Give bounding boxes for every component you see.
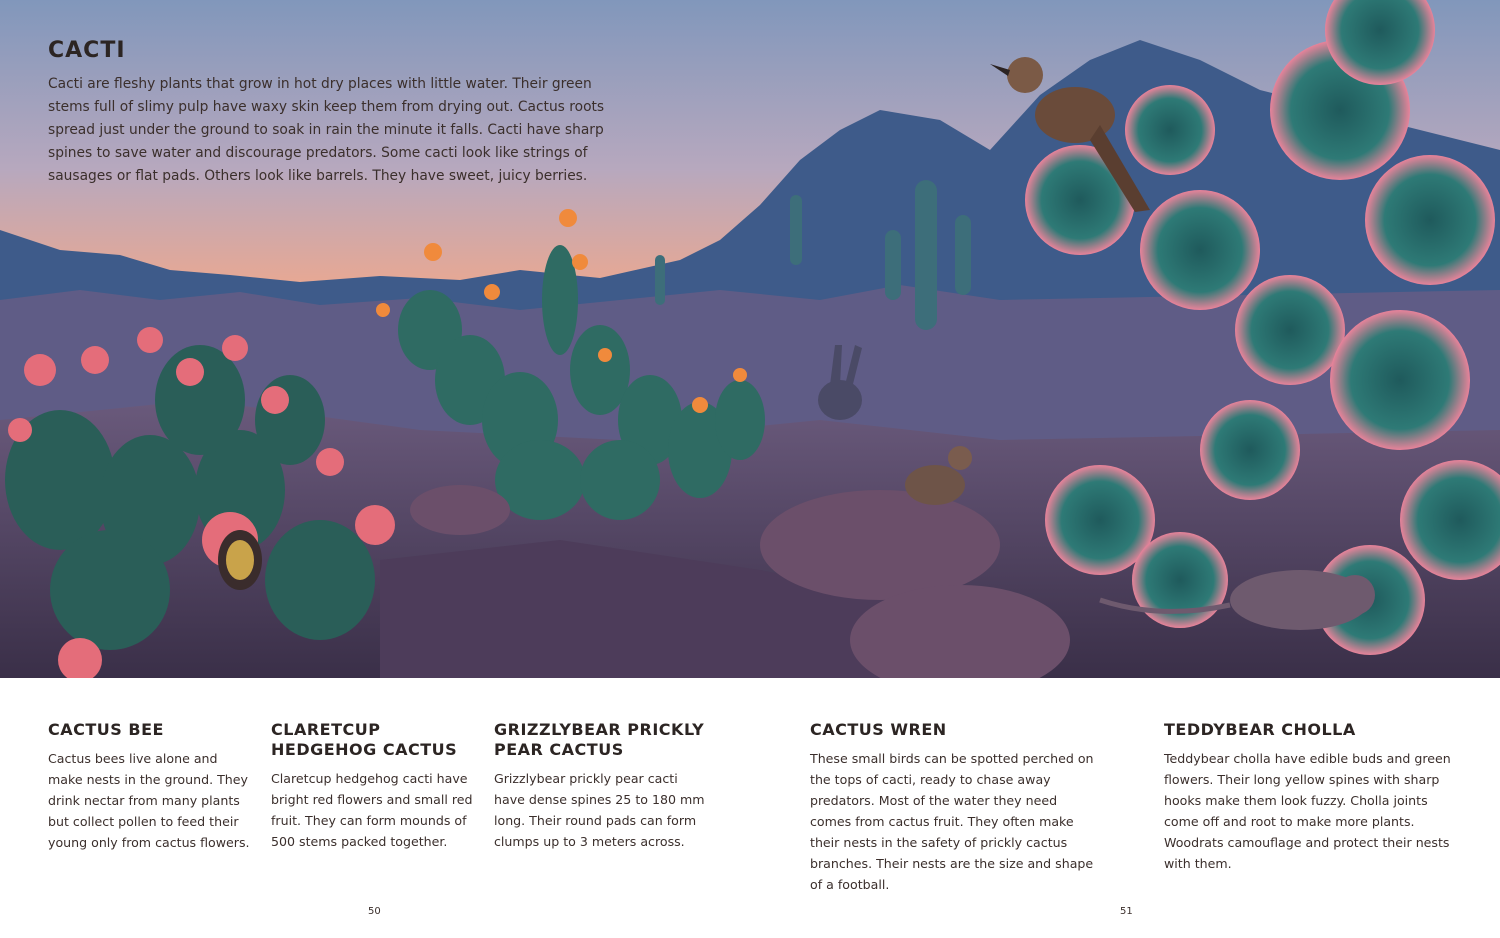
caption-text: These small birds can be spotted perched on the tops of cacti, ready to chase away predators. Most of the water they need comes from cactus fruit. They often make their nests in the safety of prickly cactus branches. Their nests are the size and shape of a football. — [810, 751, 1094, 892]
caption-row — [0, 700, 1500, 938]
caption-claretcup-hedgehog-cactus — [271, 720, 476, 852]
caption-title: TEDDYBEAR CHOLLA — [1164, 720, 1356, 739]
caption-text: Grizzlybear prickly pear cacti have dense spines 25 to 180 mm long. Their round pads can form clumps up to 3 meters across. — [494, 771, 705, 849]
section-title: CACTI — [48, 38, 126, 63]
caption-title: CACTUS BEE — [48, 720, 164, 739]
caption-title: CACTUS WREN — [810, 720, 947, 739]
caption-text: Cactus bees live alone and make nests in the ground. They drink nectar from many plants but collect pollen to feed their young only from cactus flowers. — [48, 751, 250, 850]
caption-title: CLARETCUP HEDGEHOG CACTUS — [271, 720, 458, 759]
caption-title: GRIZZLYBEAR PRICKLY PEAR CACTUS — [494, 720, 705, 759]
caption-cactus-bee — [48, 720, 253, 853]
caption-teddybear-cholla — [1164, 720, 1454, 874]
caption-text: Claretcup hedgehog cacti have bright red flowers and small red fruit. They can form mounds of 500 stems packed together. — [271, 771, 473, 849]
intro-paragraph: Cacti are fleshy plants that grow in hot dry places with little water. Their green stems full of slimy pulp have waxy skin keep them from drying out. Cactus roots spread just under the ground to soak in rain the minute it falls. Cacti have sharp spines to save water and discourage predators. Some cacti look like strings of sausages or flat pads. Others look like barrels. They have sweet, juicy berries. — [48, 76, 605, 184]
page-number-left: 50 — [368, 906, 381, 917]
intro-block — [48, 38, 618, 188]
caption-grizzlybear-prickly-pear — [494, 720, 709, 852]
caption-text: Teddybear cholla have edible buds and green flowers. Their long yellow spines with sharp hooks make them look fuzzy. Cholla joints come off and root to make more plants. Woodrats camouflage and protect their nests with them. — [1164, 751, 1451, 871]
caption-cactus-wren — [810, 720, 1100, 895]
page-number-right: 51 — [1120, 906, 1133, 917]
